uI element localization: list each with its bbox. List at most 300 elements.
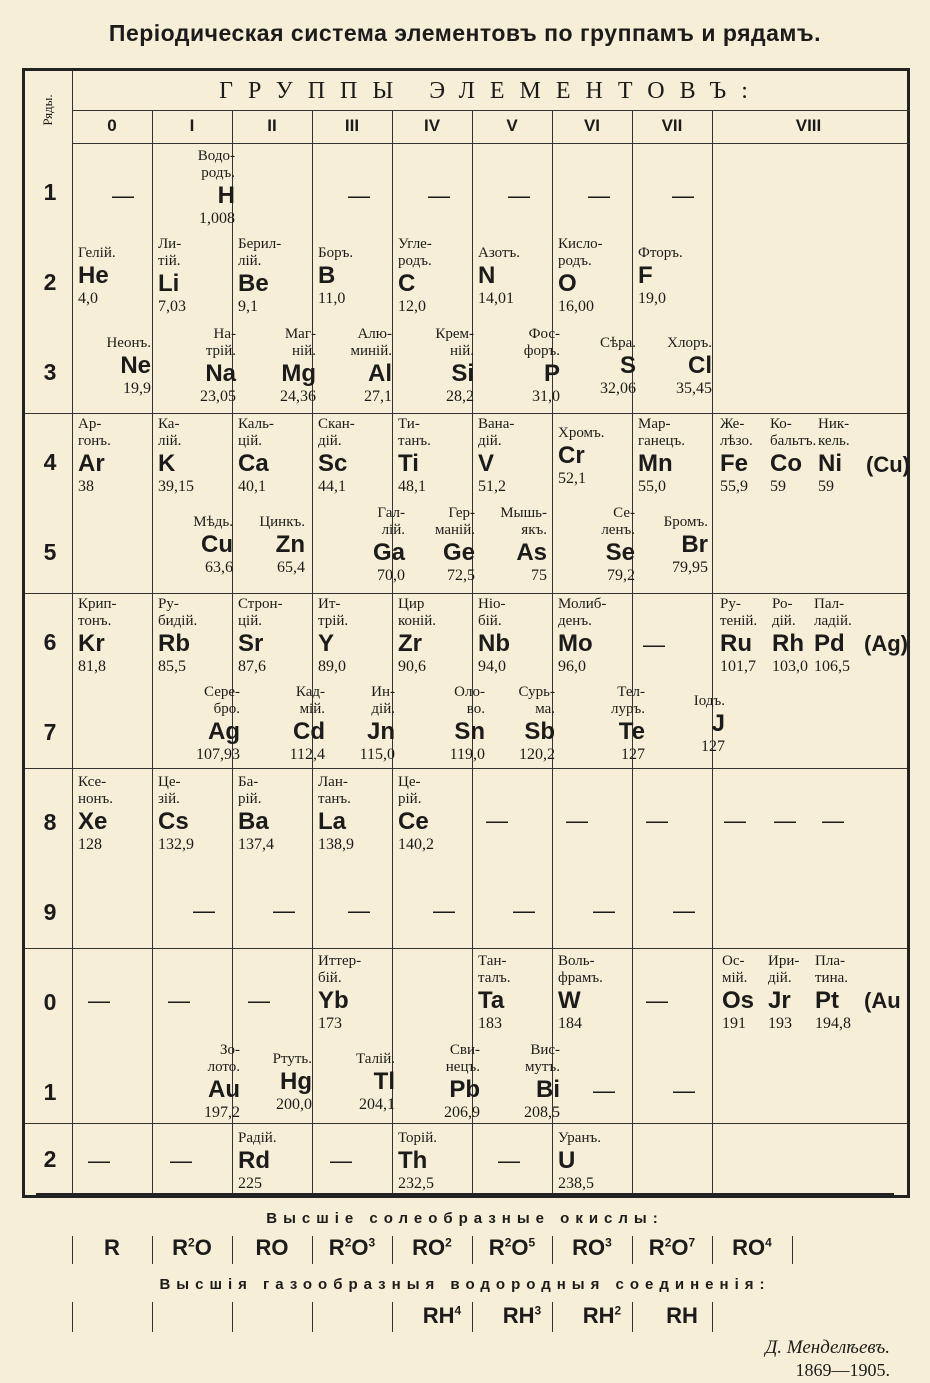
element-name: Вана- дій. bbox=[478, 416, 515, 449]
element-name: Ти- танъ. bbox=[398, 416, 431, 449]
element-weight: 204,1 bbox=[359, 1096, 395, 1113]
element-weight: 119,0 bbox=[449, 746, 485, 763]
element-symbol: Si bbox=[451, 360, 474, 387]
element-weight: 59 bbox=[818, 478, 834, 495]
element-name: Ар- гонъ. bbox=[78, 416, 111, 449]
element-name: Крем- ній. bbox=[435, 326, 474, 359]
element-symbol: Tl bbox=[373, 1068, 395, 1095]
row-separator bbox=[25, 768, 907, 769]
element-weight: 112,4 bbox=[289, 746, 325, 763]
element-name: Це- рій. bbox=[398, 774, 422, 807]
row-number: 2 bbox=[43, 1146, 57, 1172]
element-cell bbox=[355, 505, 405, 585]
element-symbol: U bbox=[558, 1147, 576, 1174]
element-weight: 94,0 bbox=[478, 658, 506, 675]
empty-cell-dash: — bbox=[486, 808, 508, 833]
element-cell bbox=[505, 684, 555, 764]
empty-cell-dash: — bbox=[433, 898, 455, 923]
formula-part: RO bbox=[255, 1235, 289, 1260]
element-weight: 38 bbox=[78, 478, 94, 495]
element-weight: 101,7 bbox=[720, 658, 756, 675]
formula-part: R bbox=[104, 1235, 120, 1260]
element-name: Ос- мій. bbox=[722, 953, 748, 986]
element-name: Кисло- родъ. bbox=[558, 236, 603, 269]
element-name: Цир коній. bbox=[398, 596, 436, 629]
formula-index: 2 bbox=[344, 1235, 352, 1250]
formula-divider bbox=[72, 1302, 73, 1332]
element-cell bbox=[558, 425, 605, 488]
column-divider bbox=[152, 111, 153, 1195]
row-number: 9 bbox=[43, 899, 57, 925]
empty-cell-dash: — bbox=[168, 988, 190, 1013]
element-cell bbox=[318, 596, 348, 676]
element-cell bbox=[262, 1051, 312, 1114]
empty-cell-dash: — bbox=[646, 808, 668, 833]
element-symbol: Cr bbox=[558, 442, 585, 469]
formula-index: 3 bbox=[368, 1235, 376, 1250]
element-name: Мышь- якъ. bbox=[500, 505, 547, 538]
element-weight: 89,0 bbox=[318, 658, 346, 675]
element-symbol: Cu bbox=[201, 531, 233, 558]
element-weight: 115,0 bbox=[359, 746, 395, 763]
group-viii-extra-symbol: (Cu) bbox=[866, 452, 910, 477]
element-name: Радій. bbox=[238, 1130, 277, 1146]
element-weight: 106,5 bbox=[814, 658, 850, 675]
element-cell bbox=[770, 416, 816, 496]
element-symbol: Be bbox=[238, 270, 269, 297]
element-weight: 23,05 bbox=[200, 388, 236, 405]
element-name: Сурь- ма. bbox=[518, 684, 555, 717]
element-symbol: Rb bbox=[158, 630, 190, 657]
element-symbol: Ge bbox=[442, 539, 475, 566]
element-symbol: Kr bbox=[78, 630, 105, 657]
element-name: Азотъ. bbox=[478, 245, 521, 261]
element-cell bbox=[398, 236, 432, 316]
element-symbol: Cd bbox=[293, 718, 325, 745]
oxide-formula bbox=[312, 1235, 392, 1261]
element-symbol: Y bbox=[318, 630, 335, 657]
element-weight: 173 bbox=[318, 1015, 342, 1032]
element-cell bbox=[318, 416, 355, 496]
empty-cell-dash: — bbox=[724, 808, 746, 833]
element-weight: 48,1 bbox=[398, 478, 426, 495]
element-symbol: Li bbox=[158, 270, 180, 297]
signature-years: 1869—1905. bbox=[795, 1360, 890, 1380]
element-symbol: Yb bbox=[318, 987, 349, 1014]
element-cell bbox=[238, 774, 274, 854]
element-symbol: Na bbox=[205, 360, 236, 387]
element-name: Иттер- бій. bbox=[318, 953, 362, 986]
element-cell bbox=[478, 953, 511, 1033]
element-name: Ру- бидій. bbox=[158, 596, 198, 629]
oxide-formula bbox=[472, 1235, 552, 1261]
empty-cell-dash: — bbox=[498, 1148, 520, 1173]
formula-part: R bbox=[648, 1235, 665, 1260]
row-separator bbox=[25, 413, 907, 414]
column-divider bbox=[232, 111, 233, 1195]
group-header: VII bbox=[661, 116, 683, 135]
formula-part: R bbox=[328, 1235, 345, 1260]
element-name: Ро- дій. bbox=[772, 596, 796, 629]
element-name: Ко- бальтъ. bbox=[770, 416, 817, 449]
element-cell bbox=[238, 236, 281, 316]
empty-cell-dash: — bbox=[672, 183, 694, 208]
row-number: 7 bbox=[43, 719, 57, 745]
element-name: Сѣра. bbox=[599, 335, 636, 351]
formula-index: 2 bbox=[614, 1303, 622, 1318]
formula-part: RO bbox=[732, 1235, 766, 1260]
formula-index: 4 bbox=[454, 1303, 462, 1318]
element-name: Ит- трій. bbox=[318, 596, 349, 629]
element-cell bbox=[255, 514, 305, 577]
element-weight: 200,0 bbox=[276, 1096, 312, 1113]
group-header: V bbox=[506, 116, 518, 135]
oxide-formula bbox=[552, 1235, 632, 1261]
element-symbol: Br bbox=[681, 531, 708, 558]
element-weight: 184 bbox=[558, 1015, 582, 1032]
element-symbol: Cs bbox=[158, 808, 189, 835]
element-cell bbox=[478, 596, 510, 676]
signature: Д. Менделѣевъ. bbox=[765, 1337, 890, 1358]
element-symbol: Th bbox=[398, 1147, 428, 1174]
element-name: Ба- рій. bbox=[238, 774, 262, 807]
element-symbol: Mg bbox=[281, 360, 316, 387]
element-symbol: P bbox=[543, 360, 560, 387]
groups-title-underline bbox=[72, 110, 910, 111]
formula-index: 3 bbox=[534, 1303, 542, 1318]
formula-part: R bbox=[172, 1235, 189, 1260]
element-name: Ксе- нонъ. bbox=[78, 774, 114, 807]
element-symbol: Sn bbox=[454, 718, 485, 745]
element-weight: 44,1 bbox=[318, 478, 346, 495]
column-divider bbox=[472, 111, 473, 1195]
empty-cell-dash: — bbox=[193, 898, 215, 923]
row-label-divider bbox=[72, 71, 73, 1195]
element-cell bbox=[318, 953, 361, 1033]
element-weight: 87,6 bbox=[238, 658, 266, 675]
formula-part: RH bbox=[582, 1303, 615, 1328]
element-cell bbox=[638, 245, 683, 308]
element-cell bbox=[497, 505, 547, 585]
row-separator bbox=[25, 593, 907, 594]
row-number: 8 bbox=[43, 809, 57, 835]
element-name: Берил- лій. bbox=[238, 236, 282, 269]
element-weight: 70,0 bbox=[377, 567, 405, 584]
element-name: Тел- луръ. bbox=[611, 684, 645, 717]
element-name: Вис- мутъ. bbox=[524, 1042, 560, 1075]
element-symbol: As bbox=[516, 539, 547, 566]
column-divider bbox=[312, 111, 313, 1195]
element-cell bbox=[815, 953, 851, 1033]
element-cell bbox=[158, 774, 194, 854]
element-weight: 140,2 bbox=[398, 836, 434, 853]
element-symbol: Cl bbox=[688, 352, 712, 379]
page-title: Періодическая система элементовъ по группамъ и рядамъ. bbox=[108, 20, 822, 46]
element-weight: 31,0 bbox=[532, 388, 560, 405]
row-number: 4 bbox=[43, 449, 57, 475]
formula-part: RO bbox=[572, 1235, 606, 1260]
row-number: 2 bbox=[43, 269, 57, 295]
element-symbol: Ca bbox=[238, 450, 269, 477]
element-name: Хромъ. bbox=[558, 425, 605, 441]
element-cell bbox=[78, 416, 111, 496]
element-symbol: F bbox=[638, 262, 653, 289]
element-weight: 9,1 bbox=[238, 298, 258, 315]
element-weight: 107,93 bbox=[196, 746, 240, 763]
element-name: Пал- ладій. bbox=[814, 596, 852, 629]
element-weight: 7,03 bbox=[158, 298, 186, 315]
element-name: Гелій. bbox=[78, 245, 116, 261]
element-name: Ніо- бій. bbox=[478, 596, 506, 629]
element-cell bbox=[318, 245, 353, 308]
oxide-formula bbox=[392, 1235, 472, 1261]
element-name: Скан- дій. bbox=[318, 416, 355, 449]
element-name: Хлоръ. bbox=[667, 335, 712, 351]
element-weight: 19,0 bbox=[638, 290, 666, 307]
element-name: Боръ. bbox=[318, 245, 354, 261]
element-symbol: Ag bbox=[208, 718, 240, 745]
element-name: Пла- тина. bbox=[815, 953, 849, 986]
element-symbol: Zr bbox=[398, 630, 422, 657]
empty-cell-dash: — bbox=[248, 988, 270, 1013]
formula-index: 2 bbox=[664, 1235, 672, 1250]
element-weight: 79,95 bbox=[672, 559, 708, 576]
element-name: Же- лѣзо. bbox=[720, 416, 753, 449]
element-weight: 65,4 bbox=[277, 559, 305, 576]
element-symbol: Xe bbox=[78, 808, 108, 835]
element-cell bbox=[398, 416, 431, 496]
group-header: I bbox=[189, 116, 195, 135]
formula-index: 2 bbox=[188, 1235, 195, 1250]
element-weight: 35,45 bbox=[676, 380, 712, 397]
formula-index: 3 bbox=[605, 1235, 612, 1250]
element-symbol: Sb bbox=[524, 718, 555, 745]
empty-cell-dash: — bbox=[508, 183, 530, 208]
column-divider bbox=[552, 111, 553, 1195]
element-name: Кад- мій. bbox=[295, 684, 325, 717]
element-cell bbox=[101, 335, 151, 398]
element-weight: 63,6 bbox=[205, 559, 233, 576]
element-cell bbox=[558, 1130, 601, 1193]
element-weight: 120,2 bbox=[519, 746, 555, 763]
empty-cell-dash: — bbox=[593, 1078, 615, 1103]
element-symbol: Te bbox=[618, 718, 645, 745]
element-weight: 72,5 bbox=[447, 567, 475, 584]
element-symbol: Co bbox=[770, 450, 802, 477]
element-weight: 79,2 bbox=[607, 567, 635, 584]
element-symbol: Pt bbox=[815, 987, 839, 1014]
empty-cell-dash: — bbox=[774, 808, 796, 833]
element-symbol: C bbox=[398, 270, 416, 297]
element-weight: 238,5 bbox=[558, 1175, 594, 1192]
element-symbol: Ni bbox=[818, 450, 842, 477]
element-cell bbox=[510, 1042, 560, 1122]
formula-divider bbox=[152, 1302, 153, 1332]
row-number: 6 bbox=[43, 629, 57, 655]
element-weight: 59 bbox=[770, 478, 786, 495]
element-name: Сви- нецъ. bbox=[445, 1042, 480, 1075]
element-symbol: N bbox=[478, 262, 496, 289]
formula-part: O bbox=[511, 1235, 529, 1260]
element-weight: 132,9 bbox=[158, 836, 194, 853]
oxides-caption: Высшіе солеобразные окислы: bbox=[266, 1210, 664, 1227]
element-weight: 85,5 bbox=[158, 658, 186, 675]
empty-cell-dash: — bbox=[673, 898, 695, 923]
empty-cell-dash: — bbox=[593, 898, 615, 923]
element-cell bbox=[158, 596, 197, 676]
empty-cell-dash: — bbox=[330, 1148, 352, 1173]
element-cell bbox=[318, 774, 354, 854]
element-symbol: Sc bbox=[318, 450, 348, 477]
group-header: II bbox=[267, 116, 277, 135]
empty-cell-dash: — bbox=[566, 808, 588, 833]
element-symbol: Jr bbox=[768, 987, 791, 1014]
formula-divider bbox=[312, 1302, 313, 1332]
element-symbol: Ti bbox=[398, 450, 419, 477]
element-symbol: Rh bbox=[772, 630, 804, 657]
element-symbol: K bbox=[158, 450, 176, 477]
element-cell bbox=[586, 335, 636, 398]
element-symbol: W bbox=[558, 987, 581, 1014]
element-name: Зо- лото. bbox=[207, 1042, 240, 1075]
empty-cell-dash: — bbox=[588, 183, 610, 208]
empty-cell-dash: — bbox=[646, 988, 668, 1013]
element-weight: 206,9 bbox=[444, 1104, 480, 1121]
element-symbol: Ce bbox=[398, 808, 429, 835]
column-divider bbox=[392, 111, 393, 1195]
element-symbol: B bbox=[318, 262, 336, 289]
element-cell bbox=[78, 245, 116, 308]
empty-cell-dash: — bbox=[112, 183, 134, 208]
empty-cell-dash: — bbox=[822, 808, 844, 833]
element-cell bbox=[510, 326, 560, 406]
formula-divider bbox=[792, 1236, 793, 1264]
element-weight: 19,9 bbox=[123, 380, 151, 397]
element-weight: 127 bbox=[621, 746, 645, 763]
group-header: VIII bbox=[795, 116, 822, 135]
element-name: Торій. bbox=[398, 1130, 437, 1146]
element-cell bbox=[345, 1051, 395, 1114]
element-name: Оло- во. bbox=[454, 684, 485, 717]
element-cell bbox=[720, 416, 753, 496]
oxide-formula bbox=[152, 1235, 232, 1261]
element-weight: 11,0 bbox=[318, 290, 346, 307]
element-name: Се- ленъ. bbox=[601, 505, 635, 538]
element-name: Ка- лій. bbox=[158, 416, 182, 449]
element-symbol: Jn bbox=[366, 718, 395, 745]
formula-part: RO bbox=[412, 1235, 446, 1260]
rows-label: Ряды. bbox=[40, 94, 55, 126]
empty-cell-dash: — bbox=[88, 988, 110, 1013]
oxide-formula bbox=[712, 1235, 792, 1261]
element-name: Ири- дій. bbox=[768, 953, 800, 986]
empty-cell-dash: — bbox=[348, 898, 370, 923]
element-symbol: H bbox=[217, 182, 235, 209]
element-weight: 191 bbox=[722, 1015, 746, 1032]
formula-index: 2 bbox=[445, 1235, 452, 1250]
element-cell bbox=[478, 416, 514, 496]
element-name: Водо- родъ. bbox=[197, 148, 235, 181]
element-cell bbox=[190, 684, 240, 764]
element-name: На- трій. bbox=[205, 326, 236, 359]
group-viii-extra-symbol: (Ag) bbox=[864, 631, 908, 656]
element-symbol: Nb bbox=[478, 630, 510, 657]
formula-index: 2 bbox=[504, 1235, 512, 1250]
element-weight: 225 bbox=[238, 1175, 262, 1192]
element-name: Мар- ганецъ. bbox=[638, 416, 686, 449]
groups-title: ГРУППЫ ЭЛЕМЕНТОВЪ: bbox=[219, 78, 763, 104]
element-cell bbox=[238, 1130, 277, 1193]
element-cell bbox=[158, 416, 194, 496]
element-name: Уранъ. bbox=[558, 1130, 601, 1146]
element-symbol: Pd bbox=[814, 630, 845, 657]
bottom-rule bbox=[36, 1193, 894, 1196]
row-number: 1 bbox=[43, 1079, 57, 1105]
element-name: Каль- цій. bbox=[238, 416, 274, 449]
element-weight: 232,5 bbox=[398, 1175, 434, 1192]
element-name: Строн- цій. bbox=[238, 596, 283, 629]
element-cell bbox=[190, 1042, 240, 1122]
element-symbol: Bi bbox=[536, 1076, 560, 1103]
element-cell bbox=[158, 236, 186, 316]
element-symbol: Ru bbox=[720, 630, 752, 657]
element-symbol: Ar bbox=[78, 450, 105, 477]
group-header: VI bbox=[583, 116, 601, 135]
hydride-formula bbox=[632, 1303, 732, 1329]
element-cell bbox=[638, 416, 685, 496]
row-number: 3 bbox=[43, 359, 57, 385]
element-name: Воль- фрамъ. bbox=[558, 953, 603, 986]
element-cell bbox=[345, 684, 395, 764]
element-cell bbox=[814, 596, 852, 676]
element-symbol: La bbox=[318, 808, 347, 835]
element-weight: 81,8 bbox=[78, 658, 106, 675]
element-symbol: Zn bbox=[275, 531, 305, 558]
element-cell bbox=[558, 236, 603, 316]
formula-part: O bbox=[671, 1235, 689, 1260]
group-header: IV bbox=[423, 116, 441, 135]
element-symbol: Mn bbox=[638, 450, 673, 477]
row-number: 5 bbox=[43, 539, 57, 565]
element-symbol: S bbox=[619, 352, 636, 379]
element-weight: 12,0 bbox=[398, 298, 426, 315]
element-symbol: He bbox=[78, 262, 109, 289]
group-header: III bbox=[344, 116, 360, 135]
element-cell bbox=[185, 148, 235, 228]
element-name: Ли- тій. bbox=[158, 236, 182, 269]
empty-cell-dash: — bbox=[273, 898, 295, 923]
element-cell bbox=[266, 326, 316, 406]
element-symbol: Os bbox=[722, 987, 755, 1014]
element-weight: 28,2 bbox=[446, 388, 474, 405]
element-name: Ртуть. bbox=[272, 1051, 312, 1067]
group-header: 0 bbox=[107, 116, 117, 135]
element-symbol: Se bbox=[605, 539, 635, 566]
element-name: Іодъ. bbox=[693, 693, 725, 709]
element-name: Неонъ. bbox=[106, 335, 151, 351]
element-weight: 39,15 bbox=[158, 478, 194, 495]
element-weight: 55,0 bbox=[638, 478, 666, 495]
element-name: Мѣдь. bbox=[193, 514, 233, 530]
empty-cell-dash: — bbox=[428, 183, 450, 208]
element-cell bbox=[558, 596, 606, 676]
element-weight: 40,1 bbox=[238, 478, 266, 495]
empty-cell-dash: — bbox=[643, 632, 665, 657]
formula-part: R bbox=[488, 1235, 505, 1260]
hydrides-caption: Высшія газообразныя водородныя соединенія: bbox=[159, 1276, 771, 1293]
element-cell bbox=[658, 514, 708, 577]
formula-part: RH bbox=[502, 1303, 535, 1328]
